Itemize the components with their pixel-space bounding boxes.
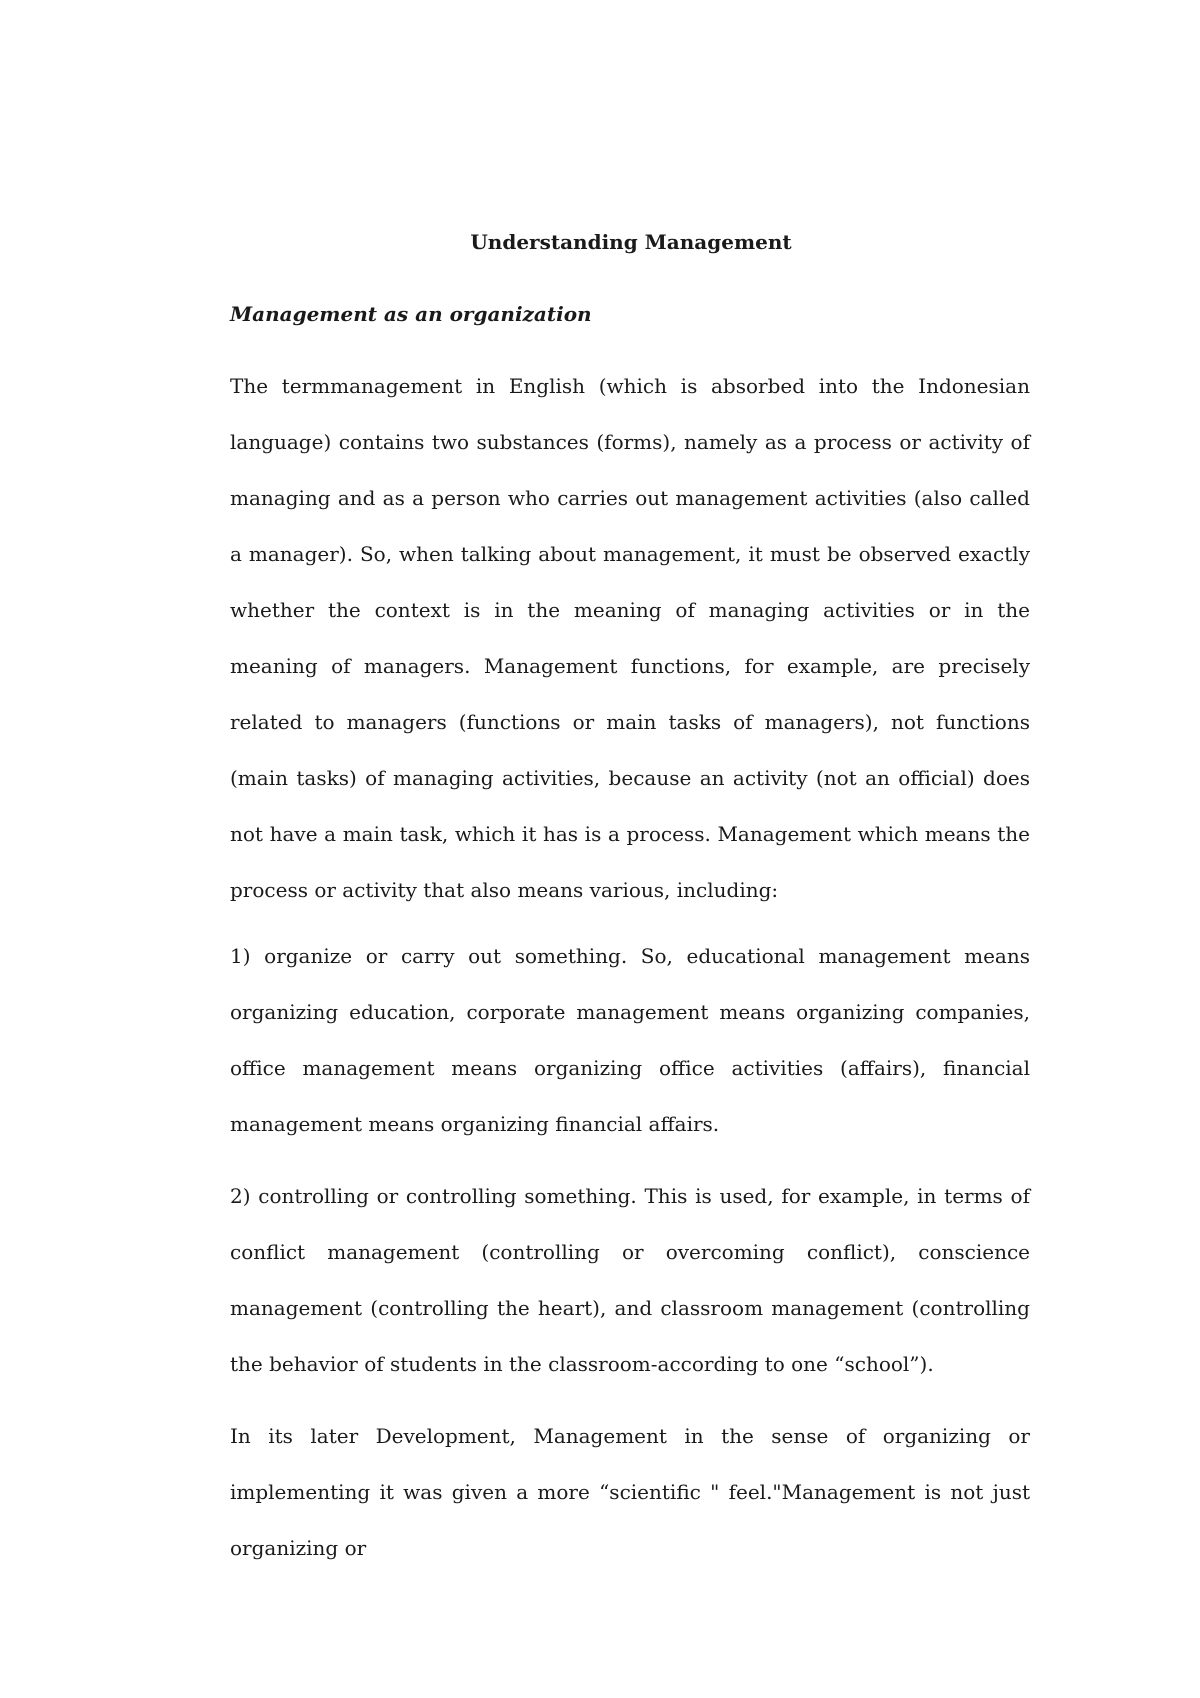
paragraph-item-1: 1) organize or carry out something. So, educational management means organizing education, corporate management means organizing companies, office management means organizing office activities (affairs), financial management means organizing financial affairs.: [230, 944, 1030, 1136]
page-title: Understanding Management: [470, 230, 792, 254]
paragraph-development: In its later Development, Management in the sense of organizing or implementing it was given a more “scientific " feel."Management is not just organizing or: [230, 1424, 1030, 1560]
section-heading: Management as an organization: [230, 302, 592, 326]
paragraph-item-2: 2) controlling or controlling something. This is used, for example, in terms of conflict management (controlling or overcoming conflict), conscience management (controlling the heart), and classroom management (controlling the behavior of students in the classroom-according to one “school”).: [230, 1184, 1030, 1376]
paragraph-intro: The termmanagement in English (which is absorbed into the Indonesian language) contains two substances (forms), namely as a process or activity of managing and as a person who carries out management activities (also called a manager). So, when talking about management, it must be observed exactly whether the context is in the meaning of managing activities or in the meaning of managers. Management functions, for example, are precisely related to managers (functions or main tasks of managers), not functions (main tasks) of managing activities, because an activity (not an official) does not have a main task, which it has is a process. Management which means the process or activity that also means various, including:: [230, 374, 1030, 902]
